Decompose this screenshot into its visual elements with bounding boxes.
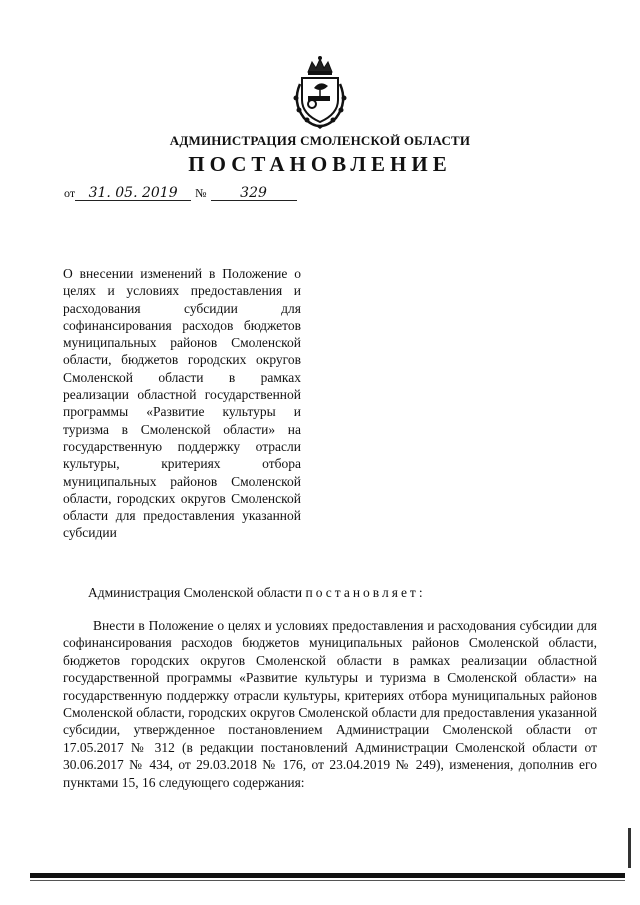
date-label: от <box>64 186 76 200</box>
handwritten-number: 329 <box>211 186 297 201</box>
scan-bottom-border <box>30 873 625 878</box>
document-type-title: ПОСТАНОВЛЕНИЕ <box>188 152 452 176</box>
scan-bottom-border-thin <box>30 880 625 881</box>
preamble <box>88 585 426 601</box>
number-label: № <box>195 186 207 200</box>
coat-of-arms-icon <box>290 54 350 130</box>
body-paragraph: Внести в Положение о целях и условиях предоставления и расходования субсидии для софинансирования расходов бюджетов муниципальных районов Смоленской области, бюджетов городских округов Смоленской области в рамках реализации областной государственной программы «Развитие культуры и туризма в Смоленской области» на государственную поддержку отрасли культуры, критериях отбора муниципальных районов Смоленской области, городских округов Смоленской области для предоставления указанной субсидии, утвержденное постановлением Администрации Смоленской области от 17.05.2017 № 312 (в редакции постановлений Администрации Смоленской области от 30.06.2017 № 434, от 29.03.2018 № 176, от 23.04.2019 № 249), изменения, дополнив его пунктами 15, 16 следующего содержания: <box>63 618 597 790</box>
organization-title: АДМИНИСТРАЦИЯ СМОЛЕНСКОЙ ОБЛАСТИ <box>169 133 471 148</box>
registration-line <box>64 186 297 201</box>
preamble-actor: Администрация Смоленской области <box>88 585 303 600</box>
document-subject: О внесении изменений в Положение о целях и условиях предоставления и расходования субсидии для софинансирования расходов бюджетов муниципальных районов Смоленской области, бюджетов городских округов Смоленской области в рамках реализации областной государственной программы «Развитие культуры и туризма в Смоленской области» на государственную поддержку отрасли культуры, критериях отбора муниципальных районов Смоленской области, городских округов Смоленской области для предоставления указанной субсидии <box>63 266 301 541</box>
scan-edge-mark <box>628 828 631 868</box>
handwritten-date: 31. 05. 2019 <box>75 186 191 201</box>
preamble-verb: постановляет: <box>305 585 426 600</box>
